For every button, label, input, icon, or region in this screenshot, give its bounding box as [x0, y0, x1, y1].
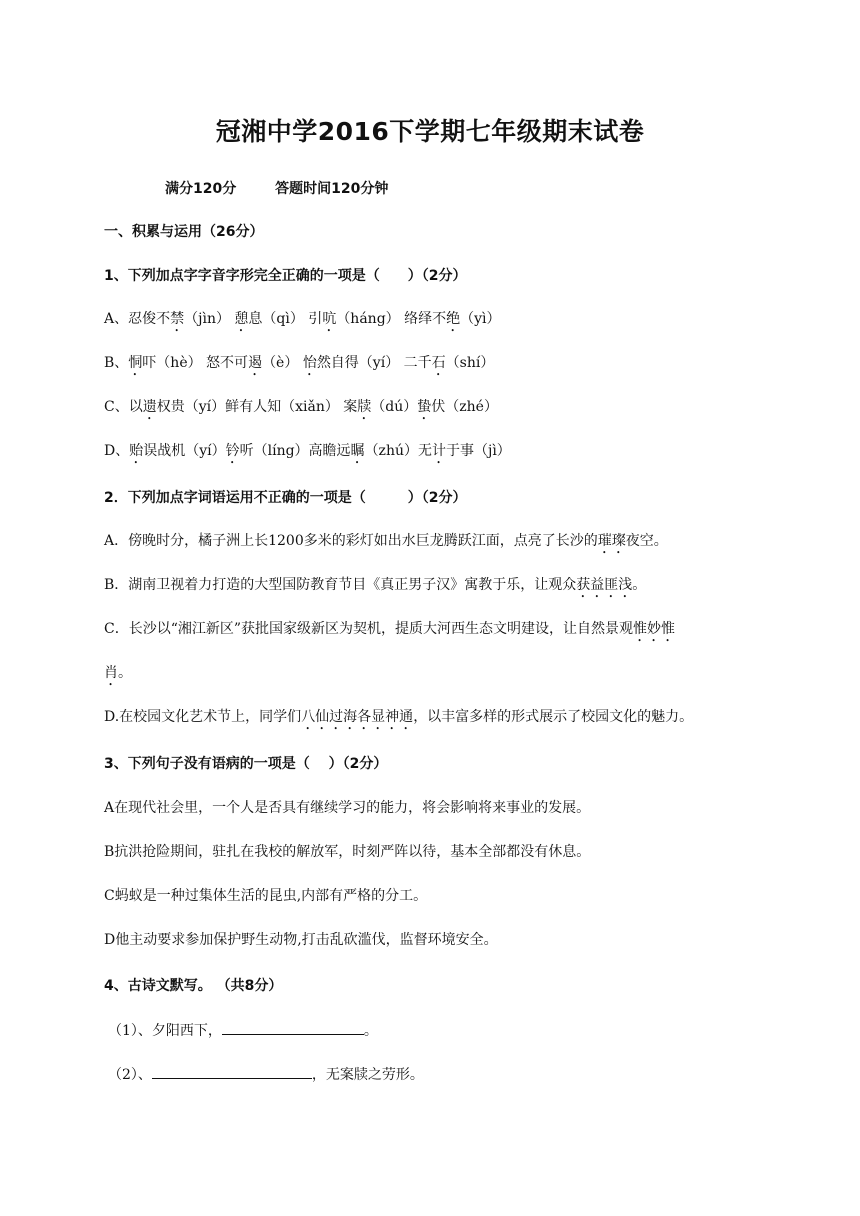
question-4-item-1: （1）、夕阳西下， 。	[108, 1020, 378, 1040]
question-1-option-d: D、贻误战机（yí）钤听（líng）高瞻远瞩（zhú）无计于事（jì）	[104, 443, 511, 459]
exam-title: 冠湘中学2016下学期七年级期末试卷	[215, 117, 645, 146]
question-3-option-a: A在现代社会里，一个人是否具有继续学习的能力，将会影响将来事业的发展。	[104, 800, 591, 816]
question-2-option-c: C．长沙以“湘江新区”获批国家级新区为契机，提质大河西生态文明建设，让自然景观惟妙惟	[104, 621, 676, 637]
question-2-stem: 2．下列加点字词语运用不正确的一项是（ ）（2分）	[104, 490, 467, 506]
answer-time: 答题时间120分钟	[275, 181, 389, 197]
question-3-option-c: C蚂蚁是一种过集体生活的昆虫,内部有严格的分工。	[104, 888, 428, 904]
question-2-option-a: A．傍晚时分，橘子洲上长1200多米的彩灯如出水巨龙腾跃江面，点亮了长沙的璀璨夜空。	[104, 533, 668, 549]
question-3-option-b: B抗洪抢险期间，驻扎在我校的解放军，时刻严阵以待，基本全部都没有休息。	[104, 844, 591, 860]
question-4-stem: 4、古诗文默写。 （共8分）	[104, 978, 283, 994]
exam-meta	[165, 178, 388, 198]
question-2-option-c-continued: 肖。	[104, 665, 132, 681]
question-1-stem: 1、下列加点字字音字形完全正确的一项是（ ）（2分）	[104, 268, 467, 284]
full-score: 满分120分	[165, 181, 237, 197]
question-4-item-2: （2）、 ，无案牍之劳形。	[108, 1064, 424, 1084]
question-3-stem: 3、下列句子没有语病的一项是（ ）（2分）	[104, 756, 388, 772]
question-1-option-b: B、恫吓（hè） 怒不可遏（è） 怡然自得（yí） 二千石（shí）	[104, 355, 495, 371]
question-3-option-d: D他主动要求参加保护野生动物,打击乱砍滥伐，监督环境安全。	[104, 932, 498, 948]
section-heading: 一、积累与运用（26分）	[104, 224, 264, 240]
question-2-option-b: B．湖南卫视着力打造的大型国防教育节目《真正男子汉》寓教于乐，让观众获益匪浅。	[104, 577, 647, 593]
answer-blank[interactable]	[222, 1020, 364, 1035]
question-1-option-a: A、忍俊不禁（jìn） 憩息（qì） 引吭（háng） 络绎不绝（yì）	[104, 311, 501, 327]
answer-blank[interactable]	[152, 1064, 312, 1079]
question-2-option-d: D.在校园文化艺术节上，同学们八仙过海各显神通，以丰富多样的形式展示了校园文化的魅力。	[104, 709, 694, 725]
question-1-option-c: C、以遗权贵（yí）鲜有人知（xiǎn） 案牍（dú）蛰伏（zhé）	[104, 399, 498, 415]
